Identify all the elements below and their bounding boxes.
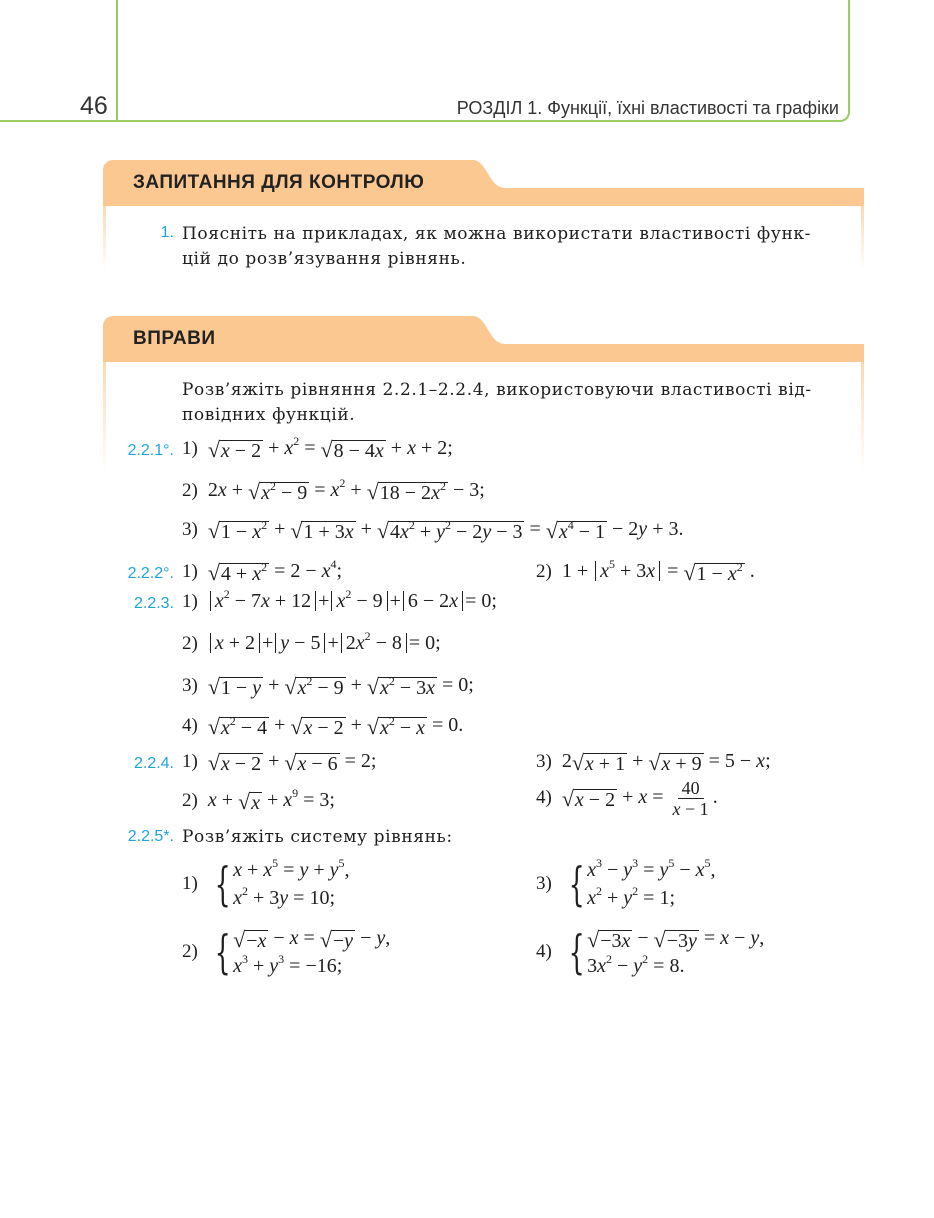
exercise-number: 2.2.3. <box>133 595 174 612</box>
section-title: ВПРАВИ <box>133 328 216 349</box>
question-number: 1. <box>160 224 174 241</box>
equation-2-2-1-3: 3) √ $1 - x^2$ + √ 1 + 3x + √ $4x^2 + y^2 - 2y - 3$ = √ $x^4 - 1$ − 2y + 3. <box>182 518 684 543</box>
tab-curve <box>473 316 513 362</box>
equation-2-2-3-1: 1) $x^2 - 7x + 12 + x^2 - 9 + 6 - 2x = 0$; <box>182 587 497 612</box>
tab-curve <box>473 160 513 206</box>
equation-2-2-3-4: 4) √ $x^2 - 4$ + √ x − 2 + √ $x^2 - x$ = 0. <box>182 714 464 739</box>
exercise-number: 2.2.5*. <box>127 828 174 845</box>
equation-2-2-4-3: 3) 2 √ x + 1 + √ x + 9 = 5 − x; <box>536 750 771 775</box>
equation-2-2-2-2: 2) $1 + x^5 + 3x$ = √ $1 - x^2$ . <box>536 557 755 585</box>
equation-2-2-3-2: 2) $x + 2 + y - 5 + 2x^2 - 8 = 0$; <box>182 629 441 654</box>
system-2-2-5-1: 1) { $x + x^5 = y + y^5$, $x^2 + 3y = 10$; <box>182 856 350 911</box>
chapter-title: РОЗДІЛ 1. Функції, їхні властивості та графіки <box>456 98 839 118</box>
page-number: 46 <box>80 92 108 120</box>
system-2-2-5-2: 2) { √ −x − x = √ −y − y, $x^3 + y^3 = -16$; <box>182 925 391 979</box>
exercises-intro-line2: повідних функцій. <box>182 405 356 425</box>
equation-2-2-1-2: 2) 2x + √ $x^2 - 9$ = $x^2$ + √ $18 - 2x^2$ − 3; <box>182 476 485 504</box>
control-section-header <box>103 160 864 206</box>
question-text-line1: Поясніть на прикладах, як можна використати властивості функ- <box>182 224 811 244</box>
equation-2-2-2-1: 1) √ $4 + x^2$ = $2 - x^4$; <box>182 557 343 585</box>
equation-2-2-4-2: 2) x + √ x + $x^9 = 3$; <box>182 786 335 814</box>
exercises-section-header <box>103 316 864 362</box>
question-text-line2: цій до розв’язування рівнянь. <box>182 249 467 269</box>
exercise-number: 2.2.4. <box>133 755 174 772</box>
exercises-intro-line1: Розв’яжіть рівняння 2.2.1–2.2.4, використовуючи властивості від- <box>182 380 812 400</box>
system-2-2-5-4: 4) { √ −3x − √ −3y = x − y, $3x^2 - y^2 = 8$. <box>536 925 765 979</box>
equation-2-2-4-1: 1) √ x − 2 + √ x − 6 = 2; <box>182 750 377 775</box>
exercise-2-2-5-text: Розв’яжіть систему рівнянь: <box>182 827 453 847</box>
system-2-2-5-3: 3) { $x^3 - y^3 = y^5 - x^5$, $x^2 + y^2 = 1$; <box>536 856 716 911</box>
exercise-number: 2.2.2°. <box>127 565 174 582</box>
equation-2-2-4-4: 4) √ x − 2 + x = $\frac{40}{x - 1}$ . <box>536 778 718 819</box>
equation-2-2-3-3: 3) √ 1 − y + √ $x^2 - 9$ + √ $x^2 - 3x$ = 0; <box>182 674 474 699</box>
exercise-number: 2.2.1°. <box>127 442 174 459</box>
equation-2-2-1-1: 1) √ x − 2 + $x^2$ = √ 8 − 4x + x + 2; <box>182 434 453 462</box>
section-title: ЗАПИТАННЯ ДЛЯ КОНТРОЛЮ <box>133 172 425 193</box>
